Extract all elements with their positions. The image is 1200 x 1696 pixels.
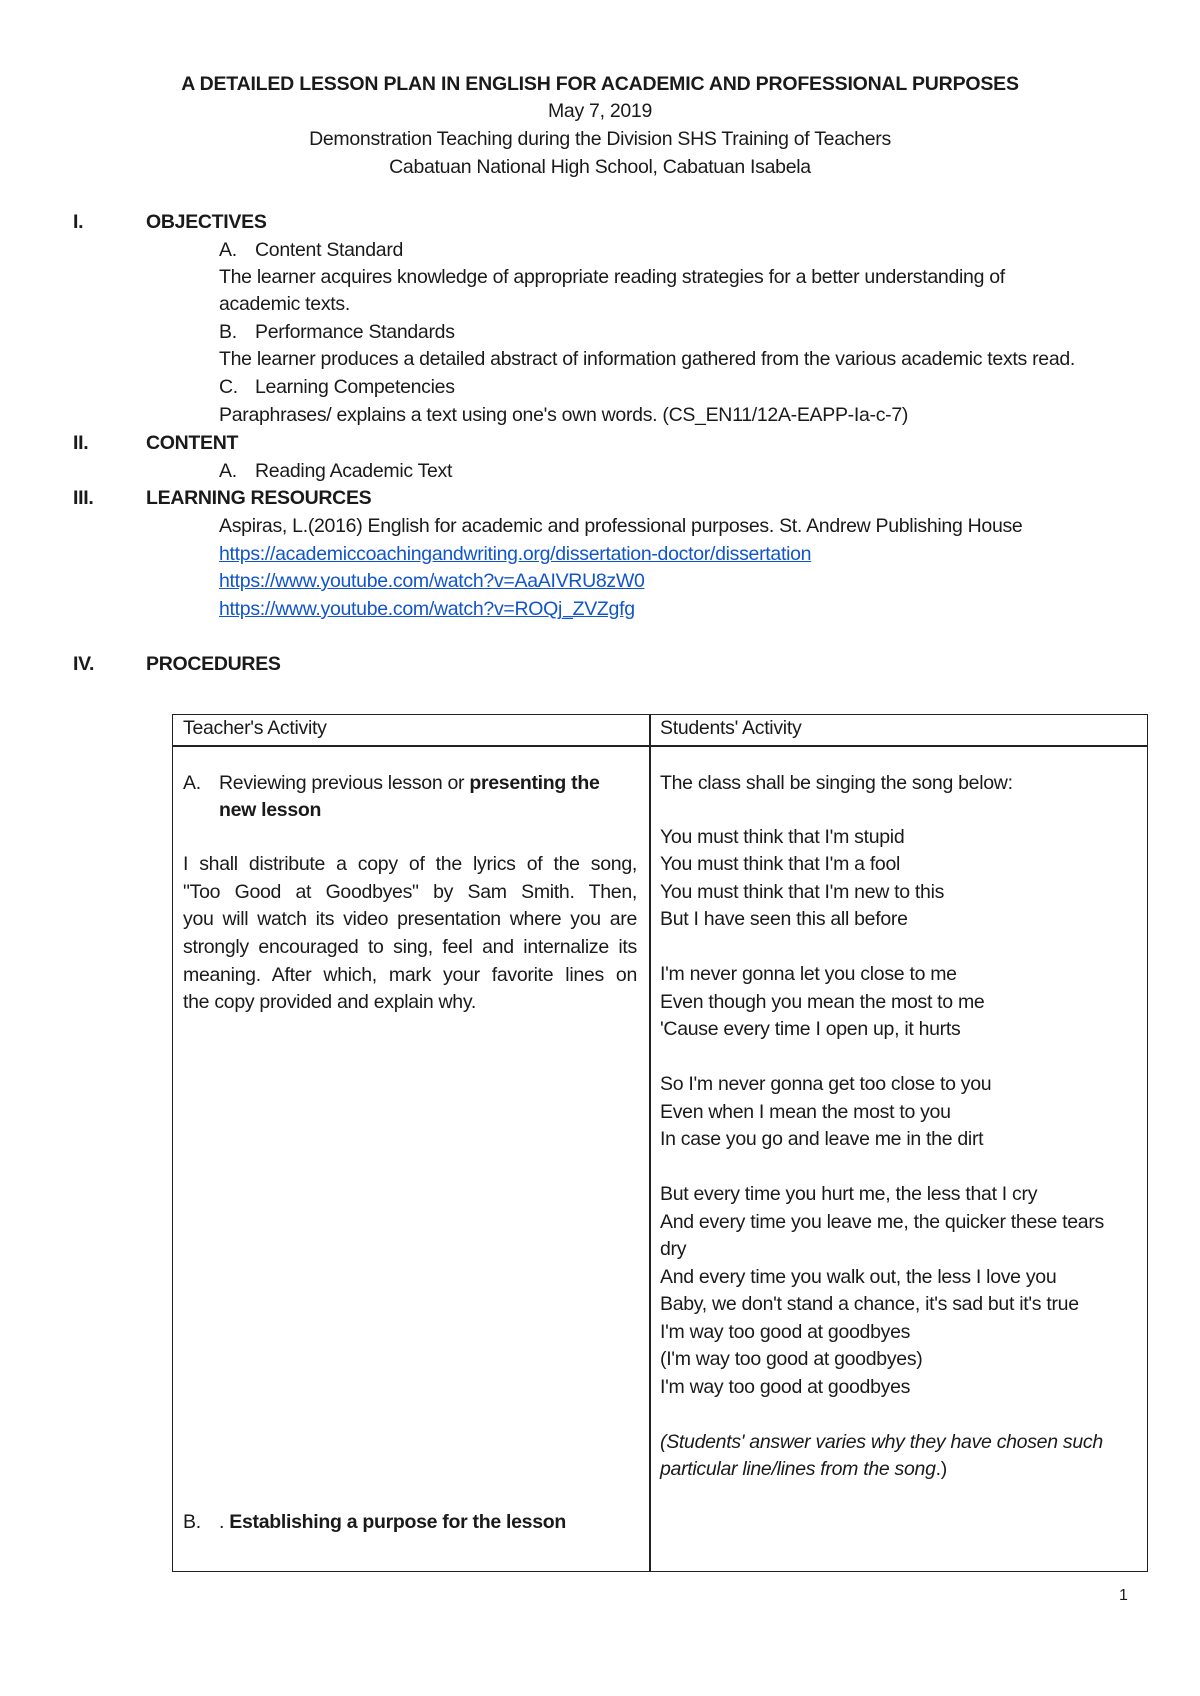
item-b-title: . Establishing a purpose for the lesson [219, 1511, 566, 1533]
resource-link[interactable]: https://academiccoachingandwriting.org/dissertation-doctor/dissertation [219, 543, 812, 565]
content-item-letter: A. [219, 460, 237, 482]
resource-link[interactable]: https://www.youtube.com/watch?v=ROQj_ZVZgfg [219, 598, 635, 620]
teacher-paragraph-line: the copy provided and explain why. [183, 991, 476, 1013]
lyric-line: Baby, we don't stand a chance, it's sad but it's true [660, 1293, 1079, 1315]
learning-competencies-label: Learning Competencies [255, 376, 455, 398]
lyric-line: But I have seen this all before [660, 908, 908, 930]
resources-numeral: III. [73, 487, 94, 509]
learning-competencies-text: Paraphrases/ explains a text using one's own words. (CS_EN11/12A-EAPP-Ia-c-7) [219, 404, 909, 426]
students-activity-header: Students' Activity [660, 717, 802, 739]
lyric-line: dry [660, 1238, 687, 1260]
performance-standards-text: The learner produces a detailed abstract of information gathered from the various academic texts read. [219, 348, 1076, 370]
resource-link[interactable]: https://www.youtube.com/watch?v=AaAIVRU8zW0 [219, 570, 645, 592]
students-intro: The class shall be singing the song below: [660, 772, 1013, 794]
teacher-paragraph-line: meaning. After which, mark your favorite lines on [183, 964, 637, 986]
teacher-paragraph-line: you will watch its video presentation where you are [183, 908, 637, 930]
item-b-letter: B. [183, 1511, 201, 1533]
teacher-paragraph-line: strongly encouraged to sing, feel and internalize its [183, 936, 637, 958]
teacher-activity-header: Teacher's Activity [183, 717, 327, 739]
item-a-title-cont: new lesson [219, 799, 322, 821]
lyric-line: 'Cause every time I open up, it hurts [660, 1018, 961, 1040]
objectives-numeral: I. [73, 211, 84, 233]
resources-heading: LEARNING RESOURCES [146, 487, 372, 509]
lyric-line: And every time you walk out, the less I love you [660, 1266, 1057, 1288]
lyric-line: I'm never gonna let you close to me [660, 963, 957, 985]
table-header-divider [173, 745, 1147, 747]
lyric-line: But every time you hurt me, the less that I cry [660, 1183, 1038, 1205]
content-item-label: Reading Academic Text [255, 460, 453, 482]
document-date: May 7, 2019 [547, 100, 653, 122]
content-heading: CONTENT [146, 432, 239, 454]
students-note-line-1: (Students' answer varies why they have chosen such [660, 1431, 1103, 1453]
performance-standards-letter: B. [219, 321, 237, 343]
procedures-table [172, 714, 1148, 1572]
lyric-line: You must think that I'm new to this [660, 881, 945, 903]
document-event: Demonstration Teaching during the Division SHS Training of Teachers [309, 128, 891, 150]
learning-competencies-letter: C. [219, 376, 238, 398]
item-a-title: Reviewing previous lesson or presenting the [219, 772, 600, 794]
document-school: Cabatuan National High School, Cabatuan Isabela [389, 156, 811, 178]
performance-standards-label: Performance Standards [255, 321, 455, 343]
teacher-paragraph-line: "Too Good at Goodbyes" by Sam Smith. Then, [183, 881, 637, 903]
students-note-line-2: particular line/lines from the song.) [660, 1458, 947, 1480]
page-number: 1 [1119, 1587, 1128, 1604]
lyric-line: So I'm never gonna get too close to you [660, 1073, 992, 1095]
content-standard-text-1: The learner acquires knowledge of appropriate reading strategies for a better understanding of [219, 266, 1005, 288]
content-standard-text-2: academic texts. [219, 293, 350, 315]
lyric-line: You must think that I'm stupid [660, 826, 905, 848]
lyric-line: In case you go and leave me in the dirt [660, 1128, 984, 1150]
lyric-line: You must think that I'm a fool [660, 853, 901, 875]
document-title: A DETAILED LESSON PLAN IN ENGLISH FOR ACADEMIC AND PROFESSIONAL PURPOSES [181, 73, 1019, 95]
objectives-heading: OBJECTIVES [146, 211, 267, 233]
lyric-line: Even though you mean the most to me [660, 991, 985, 1013]
lyric-line: Even when I mean the most to you [660, 1101, 951, 1123]
resources-reference: Aspiras, L.(2016) English for academic and professional purposes. St. Andrew Publishing House [219, 515, 1023, 537]
content-numeral: II. [73, 432, 89, 454]
procedures-heading: PROCEDURES [146, 653, 281, 675]
lyric-line: (I'm way too good at goodbyes) [660, 1348, 923, 1370]
table-column-divider [649, 715, 651, 1571]
teacher-paragraph-line: I shall distribute a copy of the lyrics of the song, [183, 853, 637, 875]
lyric-line: I'm way too good at goodbyes [660, 1376, 911, 1398]
item-a-letter: A. [183, 772, 201, 794]
lyric-line: I'm way too good at goodbyes [660, 1321, 911, 1343]
procedures-numeral: IV. [73, 653, 95, 675]
content-standard-letter: A. [219, 239, 237, 261]
lyric-line: And every time you leave me, the quicker these tears [660, 1211, 1104, 1233]
content-standard-label: Content Standard [255, 239, 404, 261]
